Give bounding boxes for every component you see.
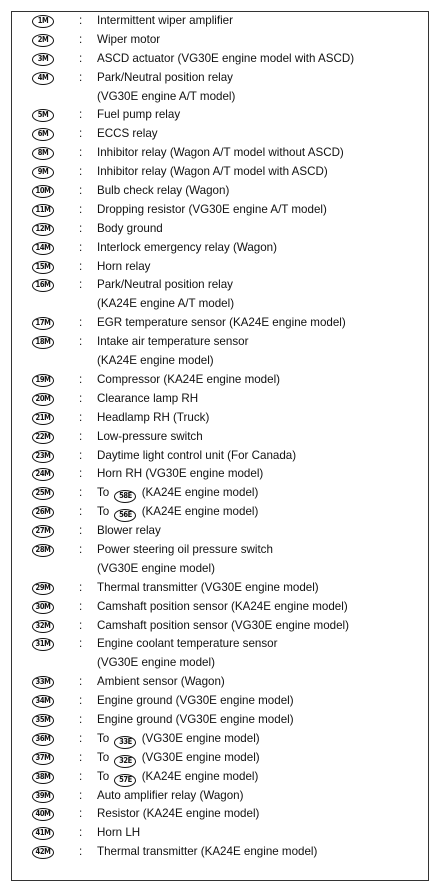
legend-row — [18, 50, 428, 69]
description-line — [97, 730, 260, 749]
connector-description — [97, 692, 294, 711]
reference-connector-badge: 58E — [114, 490, 136, 503]
legend-row — [18, 692, 428, 711]
connector-description — [97, 579, 319, 598]
reference-connector-badge: 32E — [114, 755, 136, 768]
description-line: Horn RH (VG30E engine model) — [97, 467, 264, 481]
legend-row — [18, 163, 428, 182]
connector-description — [97, 314, 346, 333]
separator-colon: : — [79, 51, 83, 65]
connector-code-badge: 8M — [32, 147, 54, 160]
connector-description — [97, 31, 160, 50]
legend-row — [18, 428, 428, 447]
separator-colon: : — [79, 845, 83, 859]
description-line: Low-pressure switch — [97, 429, 203, 443]
connector-description — [97, 522, 161, 541]
connector-code-badge: 18M — [32, 336, 54, 349]
description-line: Resistor (KA24E engine model) — [97, 807, 260, 821]
reference-connector-badge: 56E — [114, 509, 136, 522]
description-text: (KA24E engine model) — [138, 505, 259, 519]
description-line: (VG30E engine A/T model) — [97, 89, 236, 103]
legend-row — [18, 144, 428, 163]
connector-description — [97, 447, 296, 466]
legend-row — [18, 635, 428, 673]
connector-code-badge: 38M — [32, 771, 54, 784]
description-line: Horn relay — [97, 259, 151, 273]
description-line: Clearance lamp RH — [97, 391, 199, 405]
connector-code-badge: 42M — [32, 846, 54, 859]
legend-row — [18, 409, 428, 428]
description-line: Engine ground (VG30E engine model) — [97, 713, 294, 727]
connector-code-badge: 33M — [32, 676, 54, 689]
separator-colon: : — [79, 750, 83, 764]
description-line: Intake air temperature sensor — [97, 335, 249, 349]
legend-row — [18, 314, 428, 333]
separator-colon: : — [79, 486, 83, 500]
description-line: EGR temperature sensor (KA24E engine model) — [97, 316, 346, 330]
separator-colon: : — [79, 316, 83, 330]
connector-description — [97, 749, 260, 768]
separator-colon: : — [79, 391, 83, 405]
separator-colon: : — [79, 694, 83, 708]
separator-colon: : — [79, 429, 83, 443]
to-prefix: To — [97, 505, 113, 519]
connector-code-badge: 17M — [32, 317, 54, 330]
separator-colon: : — [79, 505, 83, 519]
connector-code-badge: 37M — [32, 752, 54, 765]
legend-row — [18, 333, 428, 371]
legend-row — [18, 125, 428, 144]
reference-connector-badge: 33E — [114, 736, 136, 749]
description-line: Fuel pump relay — [97, 108, 181, 122]
connector-code-badge: 21M — [32, 412, 54, 425]
legend-row — [18, 239, 428, 258]
description-line: Ambient sensor (Wagon) — [97, 675, 225, 689]
separator-colon: : — [79, 807, 83, 821]
connector-code-badge: 5M — [32, 109, 54, 122]
description-line: Compressor (KA24E engine model) — [97, 372, 281, 386]
legend-row — [18, 201, 428, 220]
connector-code-badge: 10M — [32, 185, 54, 198]
to-prefix: To — [97, 769, 113, 783]
separator-colon: : — [79, 675, 83, 689]
description-text: (VG30E engine model) — [138, 731, 260, 745]
description-line: (VG30E engine model) — [97, 561, 215, 575]
separator-colon: : — [79, 70, 83, 84]
description-line: Park/Neutral position relay — [97, 278, 233, 292]
description-line: Inhibitor relay (Wagon A/T model without ASCD) — [97, 146, 344, 160]
connector-code-badge: 6M — [32, 128, 54, 141]
connector-code-badge: 32M — [32, 620, 54, 633]
connector-code-badge: 30M — [32, 601, 54, 614]
connector-description — [97, 465, 263, 484]
description-text: (KA24E engine model) — [138, 486, 259, 500]
separator-colon: : — [79, 713, 83, 727]
description-line: Intermittent wiper amplifier — [97, 14, 233, 27]
legend-row — [18, 106, 428, 125]
legend-row — [18, 69, 428, 107]
description-line: Blower relay — [97, 524, 161, 538]
connector-code-badge: 15M — [32, 261, 54, 274]
separator-colon: : — [79, 202, 83, 216]
separator-colon: : — [79, 240, 83, 254]
legend-row — [18, 579, 428, 598]
connector-description — [97, 711, 294, 730]
description-line: Engine ground (VG30E engine model) — [97, 694, 294, 708]
separator-colon: : — [79, 184, 83, 198]
legend-row — [18, 768, 428, 787]
legend-row — [18, 447, 428, 466]
legend-row — [18, 220, 428, 239]
connector-description — [97, 276, 234, 314]
connector-code-badge: 25M — [32, 487, 54, 500]
description-line: ASCD actuator (VG30E engine model with ASCD) — [97, 51, 355, 65]
connector-description — [97, 409, 209, 428]
connector-code-badge: 12M — [32, 223, 54, 236]
connector-code-badge: 39M — [32, 790, 54, 803]
legend-row — [18, 598, 428, 617]
connector-code-badge: 28M — [32, 544, 54, 557]
separator-colon: : — [79, 637, 83, 651]
connector-description — [97, 144, 344, 163]
description-line: (KA24E engine model) — [97, 354, 214, 368]
connector-code-badge: 24M — [32, 468, 54, 481]
separator-colon: : — [79, 335, 83, 349]
separator-colon: : — [79, 580, 83, 594]
description-line: Inhibitor relay (Wagon A/T model with ASCD) — [97, 165, 328, 179]
connector-description — [97, 258, 150, 277]
description-line: Interlock emergency relay (Wagon) — [97, 240, 277, 254]
description-line: Body ground — [97, 221, 163, 235]
separator-colon: : — [79, 127, 83, 141]
separator-colon: : — [79, 146, 83, 160]
connector-code-badge: 11M — [32, 204, 54, 217]
connector-code-badge: 35M — [32, 714, 54, 727]
legend-row — [18, 711, 428, 730]
description-line — [97, 503, 258, 522]
description-line: Wiper motor — [97, 32, 161, 46]
separator-colon: : — [79, 542, 83, 556]
separator-colon: : — [79, 32, 83, 46]
legend-row — [18, 31, 428, 50]
connector-code-badge: 16M — [32, 279, 54, 292]
description-line — [97, 749, 260, 768]
connector-description — [97, 201, 327, 220]
description-line: Park/Neutral position relay — [97, 70, 233, 84]
legend-row — [18, 787, 428, 806]
legend-row — [18, 541, 428, 579]
separator-colon: : — [79, 618, 83, 632]
connector-code-badge: 26M — [32, 506, 54, 519]
separator-colon: : — [79, 278, 83, 292]
connector-description — [97, 125, 158, 144]
description-text: (VG30E engine model) — [138, 750, 260, 764]
connector-description — [97, 50, 354, 69]
connector-description — [97, 220, 163, 239]
legend-row — [18, 276, 428, 314]
connector-description — [97, 805, 259, 824]
description-line — [97, 484, 258, 503]
connector-description — [97, 541, 273, 579]
connector-description — [97, 673, 225, 692]
description-line: Daytime light control unit (For Canada) — [97, 448, 297, 462]
connector-code-badge: 4M — [32, 72, 54, 85]
reference-connector-badge: 57E — [114, 774, 136, 787]
legend-row — [18, 673, 428, 692]
separator-colon: : — [79, 769, 83, 783]
connector-description — [97, 635, 277, 673]
legend-row — [18, 805, 428, 824]
connector-description — [97, 824, 140, 843]
separator-colon: : — [79, 524, 83, 538]
description-line: Power steering oil pressure switch — [97, 542, 273, 556]
separator-colon: : — [79, 108, 83, 122]
connector-description — [97, 239, 277, 258]
connector-description — [97, 843, 317, 862]
legend-row — [18, 824, 428, 843]
connector-code-badge: 34M — [32, 695, 54, 708]
connector-code-badge: 20M — [32, 393, 54, 406]
to-prefix: To — [97, 731, 113, 745]
description-line: (VG30E engine model) — [97, 656, 215, 670]
separator-colon: : — [79, 826, 83, 840]
legend-row — [18, 522, 428, 541]
connector-description — [97, 617, 349, 636]
legend-row — [18, 12, 428, 31]
description-text: (KA24E engine model) — [138, 769, 259, 783]
separator-colon: : — [79, 467, 83, 481]
connector-description — [97, 428, 203, 447]
connector-code-badge: 2M — [32, 34, 54, 47]
separator-colon: : — [79, 599, 83, 613]
connector-description — [97, 333, 248, 371]
legend-row — [18, 182, 428, 201]
separator-colon: : — [79, 788, 83, 802]
connector-description — [97, 106, 180, 125]
connector-code-badge: 27M — [32, 525, 54, 538]
connector-description — [97, 163, 328, 182]
legend-row — [18, 617, 428, 636]
connector-description — [97, 371, 280, 390]
description-line: Auto amplifier relay (Wagon) — [97, 788, 244, 802]
connector-description — [97, 390, 198, 409]
connector-code-badge: 19M — [32, 374, 54, 387]
to-prefix: To — [97, 486, 113, 500]
legend-row — [18, 843, 428, 862]
connector-description — [97, 598, 348, 617]
separator-colon: : — [79, 410, 83, 424]
description-line: Engine coolant temperature sensor — [97, 637, 278, 651]
separator-colon: : — [79, 165, 83, 179]
connector-code-badge: 9M — [32, 166, 54, 179]
description-line: Thermal transmitter (VG30E engine model) — [97, 580, 319, 594]
to-prefix: To — [97, 750, 113, 764]
legend-row — [18, 484, 428, 503]
description-line — [97, 768, 258, 787]
connector-description — [97, 768, 258, 787]
separator-colon: : — [79, 372, 83, 386]
legend-row — [18, 390, 428, 409]
connector-description — [97, 182, 229, 201]
description-line: Thermal transmitter (KA24E engine model) — [97, 845, 318, 859]
connector-code-badge: 3M — [32, 53, 54, 66]
connector-code-badge: 14M — [32, 242, 54, 255]
connector-legend-list — [18, 12, 428, 862]
connector-code-badge: 29M — [32, 582, 54, 595]
description-line: Bulb check relay (Wagon) — [97, 184, 230, 198]
connector-description — [97, 503, 258, 522]
separator-colon: : — [79, 448, 83, 462]
description-line: ECCS relay — [97, 127, 158, 141]
connector-description — [97, 69, 235, 107]
legend-row — [18, 258, 428, 277]
description-line: Dropping resistor (VG30E engine A/T model) — [97, 202, 327, 216]
connector-code-badge: 22M — [32, 431, 54, 444]
separator-colon: : — [79, 14, 83, 27]
separator-colon: : — [79, 221, 83, 235]
connector-code-badge: 36M — [32, 733, 54, 746]
connector-description — [97, 484, 258, 503]
connector-code-badge: 40M — [32, 808, 54, 821]
legend-row — [18, 371, 428, 390]
legend-row — [18, 749, 428, 768]
connector-code-badge: 41M — [32, 827, 54, 840]
description-line: (KA24E engine A/T model) — [97, 297, 235, 311]
separator-colon: : — [79, 731, 83, 745]
legend-row — [18, 503, 428, 522]
connector-description — [97, 12, 233, 31]
separator-colon: : — [79, 259, 83, 273]
connector-code-badge: 1M — [32, 15, 54, 28]
legend-row — [18, 730, 428, 749]
connector-description — [97, 730, 260, 749]
description-line: Camshaft position sensor (KA24E engine model) — [97, 599, 348, 613]
description-line: Horn LH — [97, 826, 141, 840]
connector-code-badge: 31M — [32, 638, 54, 651]
connector-code-badge: 23M — [32, 450, 54, 463]
description-line: Camshaft position sensor (VG30E engine model) — [97, 618, 349, 632]
connector-description — [97, 787, 243, 806]
legend-row — [18, 465, 428, 484]
description-line: Headlamp RH (Truck) — [97, 410, 210, 424]
